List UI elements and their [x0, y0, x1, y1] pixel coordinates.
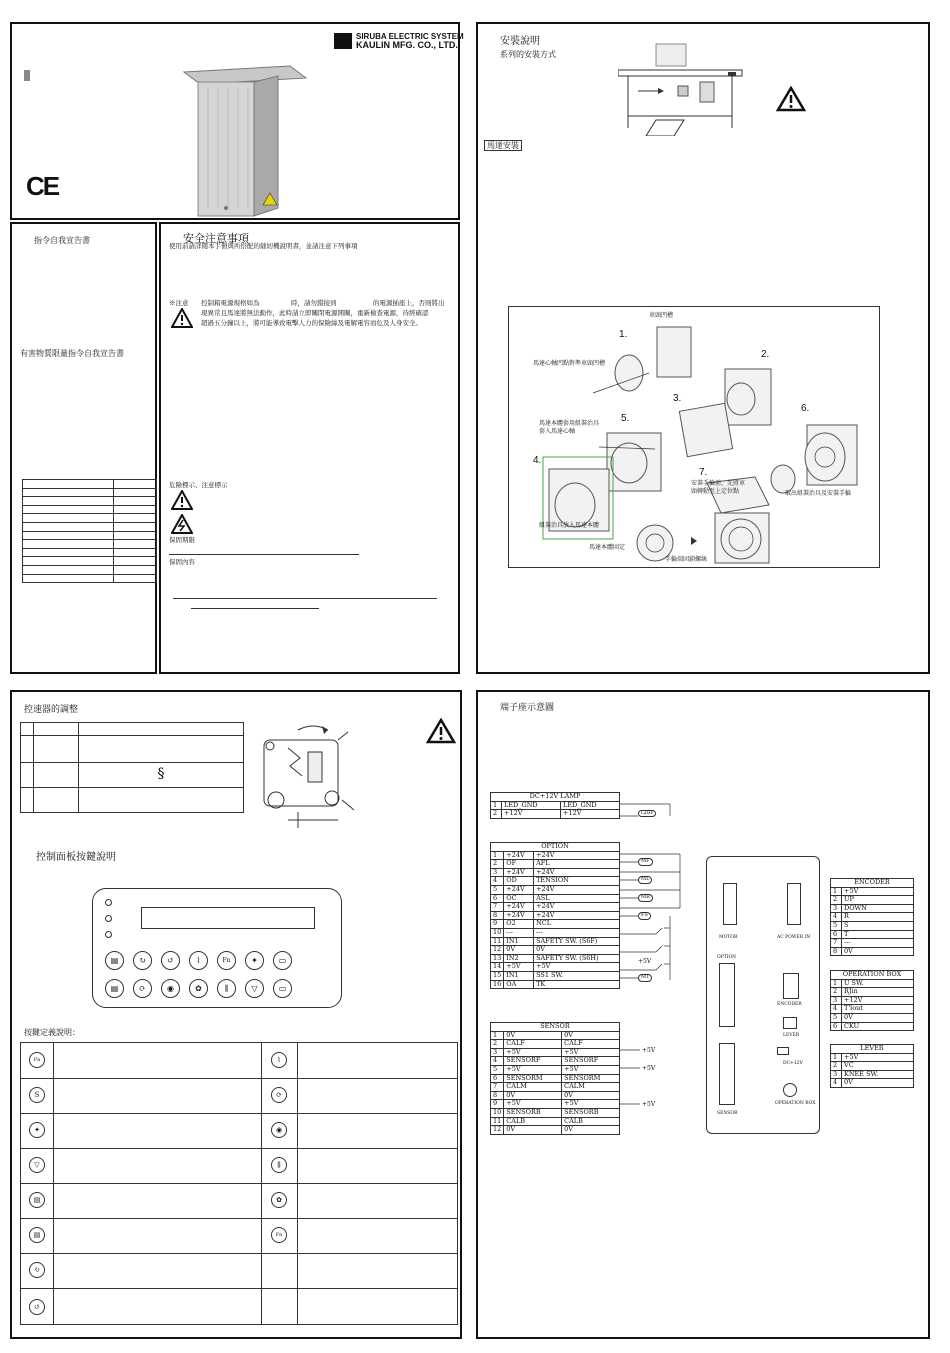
opbox-table: OPERATION BOX 1 U SW. 2 RJin 3 +12V 4 T'lout 5 0V 6 CKU: [830, 970, 914, 1031]
led-indicator: [105, 931, 112, 938]
lamp-table: DC+12V LAMP 1 LED_GND LED_GND 2 +12V +12V: [490, 792, 620, 819]
step-label: 3.: [673, 393, 682, 404]
control-box-image: [178, 58, 318, 218]
callout: 馬達本體固定: [589, 544, 626, 551]
key-icon: ⌇: [271, 1052, 287, 1068]
key-button[interactable]: ↻: [133, 951, 152, 970]
motor-port: [723, 883, 737, 925]
brand-top: SIRUBA ELECTRIC SYSTEM: [356, 32, 464, 41]
key-button[interactable]: ✦: [245, 951, 264, 970]
callout: 取出組裝治具及安裝手輪: [785, 490, 852, 497]
lever-port: [783, 1017, 797, 1029]
key-button[interactable]: ⌇: [189, 951, 208, 970]
speed-panel: [10, 690, 462, 1339]
key-icon: Fn: [29, 1052, 45, 1068]
declaration-title: 指令自我宣告書: [34, 236, 90, 245]
adjust-table: §: [20, 722, 244, 813]
safety-title: 安全注意事項: [183, 232, 249, 245]
key-defs-table: [20, 1042, 458, 1325]
note-line1-a: 控制箱電源規格如為: [201, 299, 260, 307]
led-indicator: [105, 899, 112, 906]
brand-logo: [334, 33, 352, 49]
key-icon: ↻: [29, 1262, 45, 1278]
lcd-display: [141, 907, 315, 929]
electric-hazard-icon: [171, 514, 193, 534]
install-subtitle: 系列的安裝方式: [500, 50, 556, 59]
key-icon: ✿: [271, 1192, 287, 1208]
speed-adjust-title: 控速器的調整: [24, 705, 79, 715]
motor-install-tag: 馬達安裝: [484, 140, 522, 151]
step-label: 5.: [621, 413, 630, 424]
option-port-label: OPTION: [717, 955, 737, 960]
opbox-port: [783, 1083, 797, 1097]
key-icon: ▤: [29, 1192, 45, 1208]
key-button[interactable]: Fn: [217, 951, 236, 970]
callout: 套入馬達心軸: [539, 428, 576, 435]
opbox-port-label: OPERATION BOX: [775, 1101, 816, 1106]
option-table: OPTION 1 +24V +24V 2 OF AFL 3 +24V +24V 4 OD TENSION 5 +24V +24V 6 OC ASL 7 +24V +24V 8 +24V +24V 9 O2 NCL 10 --- --- 11 IN1 SAFETY SW. (S6F) 12 0V 0V 13 IN2 SAFETY SW. (S6H) 14 +5V +5V 15 IN1 SS1 SW. 16 OA TK: [490, 842, 620, 989]
step-label: 4.: [533, 455, 542, 466]
step-label: 2.: [761, 349, 770, 360]
plus5v-label: +5V: [638, 958, 652, 965]
key-button[interactable]: ▤: [105, 979, 124, 998]
encoder-port: [783, 973, 799, 999]
key-icon: ↺: [29, 1299, 45, 1315]
note-line1-b: 時，請勿錯接到: [291, 299, 337, 307]
key-button[interactable]: ↺: [161, 951, 180, 970]
connector-panel: [476, 690, 930, 1339]
warning-icon: [171, 490, 193, 510]
key-icon: S: [29, 1087, 45, 1103]
key-icon: ▤: [29, 1227, 45, 1243]
table-title: DC+12V LAMP: [491, 793, 620, 802]
warranty-content: 保固內容: [169, 558, 195, 566]
step-label: 7.: [699, 467, 708, 478]
note-line3: 超過五分鐘以上，將可能導致電擊人力的保險絲及電解電容而危及人身安全。: [201, 319, 422, 327]
ac-power-port: [787, 883, 801, 925]
dc12-port-label: DC+12V: [783, 1061, 803, 1066]
sensor-table: SENSOR 1 0V 0V 2 CALF CALF 3 +5V +5V 4 SENSORF SENSORF 5 +5V +5V 6 SENSORM SENSORM 7 CALM CALM 8 0V 0V 9 +5V +5V 10 SENSORB SENSORB 11 CALB CALB 12 0V 0V: [490, 1022, 620, 1135]
sensor-port: [719, 1043, 735, 1105]
install-panel: [476, 22, 930, 674]
ce-mark: CE: [26, 171, 59, 201]
step-label: 1.: [619, 329, 628, 340]
safety-panel: [159, 222, 460, 674]
install-title: 安裝說明: [500, 36, 540, 47]
key-button[interactable]: ◉: [161, 979, 180, 998]
key-button[interactable]: ⟳: [133, 979, 152, 998]
key-icon: ◉: [271, 1122, 287, 1138]
note-line2: 現異常且馬達將無法動作，此時請立即關閉電源開關，重新檢查電源，待經確認: [201, 309, 429, 317]
note-label: ※注意: [169, 299, 189, 307]
hazard-label: 危險標示、注意標示: [169, 481, 228, 489]
option-wires: [620, 850, 690, 1010]
key-icon: Fn: [271, 1227, 287, 1243]
key-button[interactable]: ⫼: [217, 979, 236, 998]
rohs-title: 有害物質限量指令自我宣告書: [20, 349, 124, 358]
callout: 手輪端固鎖螺絲: [665, 556, 708, 563]
motor-label: MOTOR: [719, 935, 738, 940]
option-port: [719, 963, 735, 1027]
callout: 頭轉動至上定位點: [691, 488, 740, 495]
declaration-panel: [10, 222, 157, 674]
sensor-port-label: SENSOR: [717, 1111, 738, 1116]
key-icon: ⫼: [271, 1157, 287, 1173]
lamp-bubble: LAMP: [638, 810, 656, 817]
warranty-label: 保固期限: [169, 536, 195, 544]
key-button[interactable]: ▽: [245, 979, 264, 998]
key-button[interactable]: ▭: [273, 979, 292, 998]
control-box-diagram: [706, 856, 820, 1134]
key-defs-title: 按鍵定義說明：: [24, 1028, 80, 1037]
plus5v-label: +5V: [642, 1101, 656, 1108]
brand-bottom: KAULIN MFG. CO., LTD.: [356, 40, 458, 50]
cover-panel: [10, 22, 464, 220]
lever-port-label: LEVER: [783, 1033, 800, 1038]
option-bubble: ML: [638, 876, 652, 884]
speed-controller-diagram: [258, 724, 362, 830]
option-bubble: MT: [638, 974, 652, 982]
note-line1-c: 的電源插座上，否則將出: [373, 299, 445, 307]
callout: 馬達心軸凹點對準車頭凹槽: [533, 360, 606, 367]
option-bubble: MR: [638, 894, 653, 902]
key-button[interactable]: ▤: [105, 951, 124, 970]
warning-icon: [776, 86, 806, 112]
plus5v-label: +5V: [642, 1065, 656, 1072]
encoder-port-label: ENCODER: [777, 1002, 802, 1007]
ac-power-label: AC POWER IN: [777, 935, 811, 940]
assembly-figure: [508, 306, 880, 568]
safety-intro: 使用前請詳閱本手冊與所搭配的縫紉機說明書，並請注意下列事項: [169, 242, 358, 250]
encoder-table: ENCODER 1 +5V 2 UP 3 DOWN 4 R 5 S 6 T 7 --- 8 0V: [830, 878, 914, 956]
warning-icon: [426, 718, 456, 744]
lever-table: LEVER 1 +5V 2 VC 3 KNEE SW. 4 0V: [830, 1044, 914, 1088]
plus5v-label: +5V: [642, 1047, 656, 1054]
callout: 安裝手輪前，先將車: [691, 480, 746, 487]
key-icon: ✦: [29, 1122, 45, 1138]
option-bubble: MF: [638, 858, 653, 866]
divider: [173, 598, 437, 599]
control-panel: [92, 888, 342, 1008]
table-install-diagram: [618, 36, 768, 136]
title-marker: [24, 70, 30, 81]
lamp-wires: [620, 800, 680, 830]
step-label: 6.: [801, 403, 810, 414]
callout: 馬達本體套用組裝治具: [539, 420, 600, 427]
warning-icon: [171, 308, 193, 328]
key-button[interactable]: ▭: [273, 951, 292, 970]
divider: [169, 554, 359, 555]
callout: 車頭凹槽: [649, 312, 674, 319]
key-icon: ⟳: [271, 1087, 287, 1103]
connector-title: 端子座示意圖: [500, 703, 555, 713]
key-icon: ▽: [29, 1157, 45, 1173]
option-bubble: FS: [638, 912, 651, 920]
panel-keys-title: 控制面板按鍵說明: [36, 852, 116, 863]
divider: [191, 608, 319, 609]
dc12-port: [777, 1047, 789, 1055]
led-indicator: [105, 915, 112, 922]
substance-table: [22, 479, 157, 583]
key-button[interactable]: ✿: [189, 979, 208, 998]
callout: 組裝治具放入馬達本體: [539, 522, 600, 529]
